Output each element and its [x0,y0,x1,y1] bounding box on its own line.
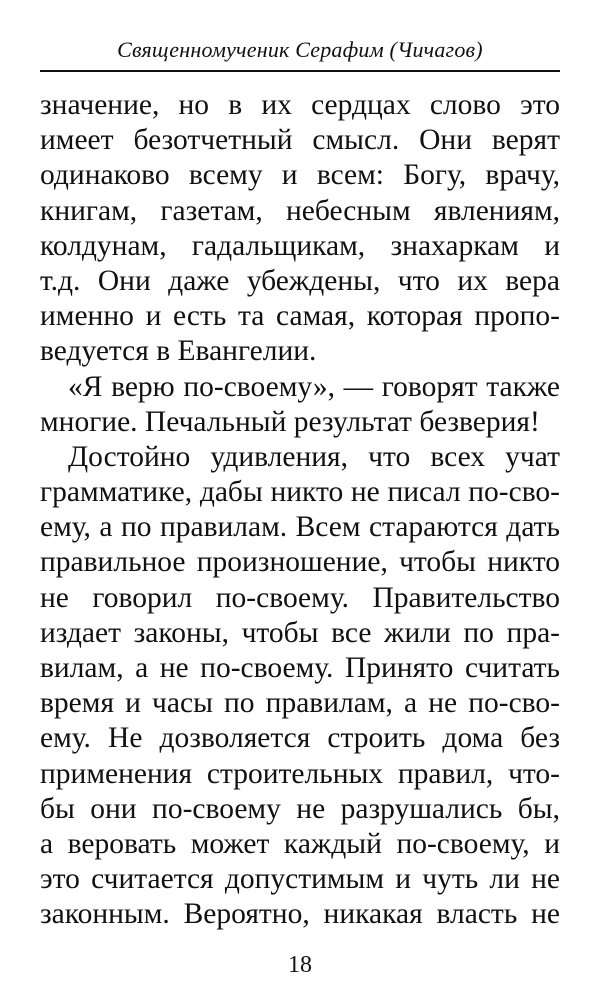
page-number: 18 [288,952,312,978]
text-line: издает законы, чтобы все жили по пра- [40,616,560,649]
text-line: именно и есть та самая, которая пропо- [40,300,560,333]
text-line: имеет безотчетный смысл. Они верят [40,124,560,157]
text-line: «Я верю по-своему», — говорят также [68,370,560,403]
text-line: бы они по-своему не разрушались бы, [40,792,560,825]
body-text [40,88,560,933]
text-line: многие. Печальный результат безверия! [40,405,540,438]
text-line: вилам, а не по-своему. Принято считать [40,652,560,684]
text-line: применения строительных правил, что- [40,757,560,790]
text-line: одинаково всему и всем: Богу, врачу, [40,159,560,192]
text-line: грамматике, дабы никто не писал по-сво- [40,476,560,509]
text-line: колдунам, гадальщикам, знахаркам и [40,229,560,262]
text-line: ему. Не дозволяется строить дома без [40,722,560,755]
text-line: т.д. Они даже убеждены, что их вера [40,264,560,297]
text-line: это считается допустимым и чуть ли не [40,863,560,896]
text-line: время и часы по правилам, а не по-сво- [40,687,560,720]
text-line: книгам, газетам, небесным явлениям, [40,194,560,227]
running-header: Священномученик Серафим (Чичагов) [117,37,483,62]
text-line: законным. Вероятно, никакая власть не [40,898,560,931]
text-line: значение, но в их сердцах слово это [40,89,560,121]
text-line: ведуется в Евангелии. [40,335,317,368]
text-line: не говорил по-своему. Правительство [40,581,560,614]
text-line: Достойно удивления, что всех учат [68,440,560,473]
text-line: а веровать может каждый по-своему, и [40,827,560,860]
header-rule [40,70,560,72]
text-line: правильное произношение, чтобы никто [40,546,560,579]
text-line: ему, а по правилам. Всем стараются дать [40,511,560,544]
